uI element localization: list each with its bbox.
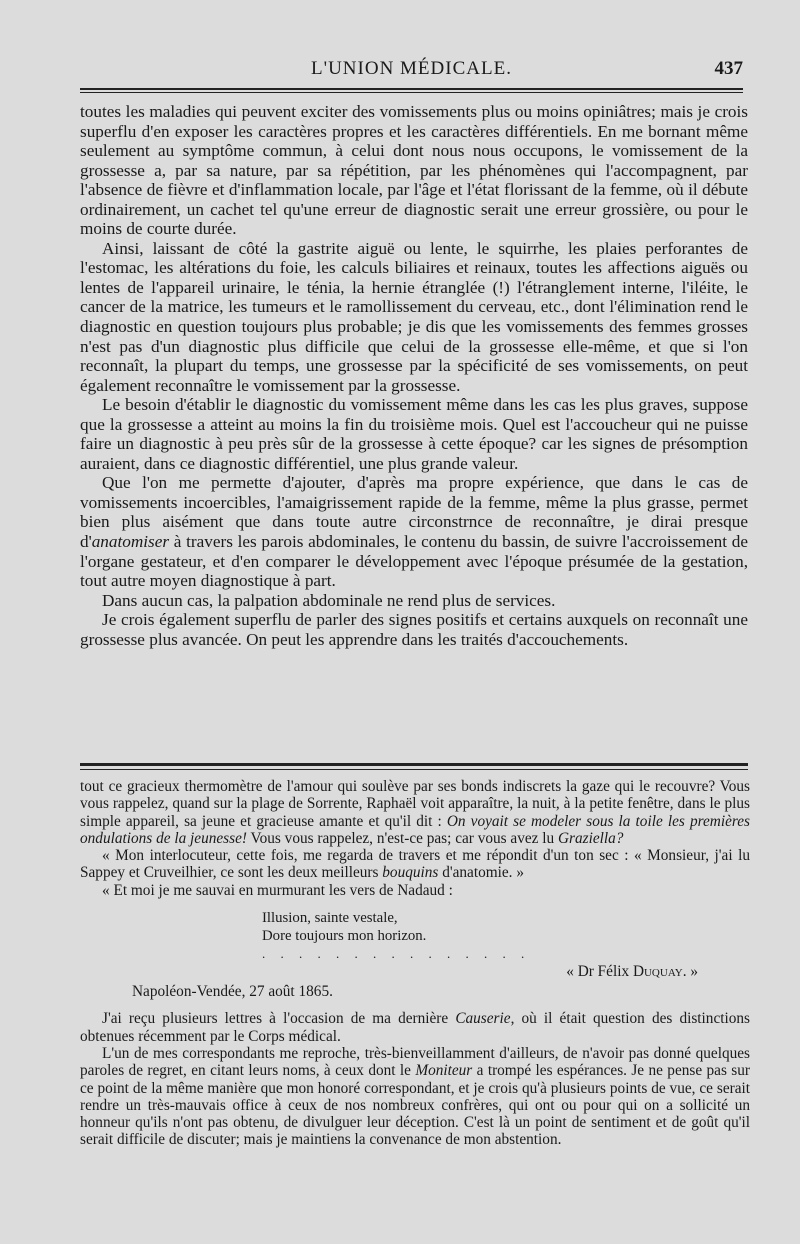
verse-line-2: Dore toujours mon horizon. <box>262 928 427 945</box>
feuilleton-p2-text-b: d'anatomie. » <box>438 864 524 882</box>
paragraph-4-text-b: à travers les parois abdominales, le contenu du bassin, de suivre l'accroissement de l'organe gestateur, et d'en comparer le développement avec l'époque présumée de la gestation, tout autre moyen diagnostique à part. <box>80 532 748 591</box>
paragraph-2: Ainsi, laissant de côté la gastrite aiguë ou lente, le squirrhe, les plaies perforantes de l'estomac, les altérations du foie, les calculs biliaires et reinaux, toutes les affections aiguës ou lentes de l'appareil urinaire, le ténia, la hernie étranglée (!) l'étranglement interne, l'iléite, le cancer de la matrice, les tumeurs et le ramollissement du cerveau, etc., dont l'élimination rend le diagnostic en question toujours plus probable; je dis que les vomissements des femmes grosses n'est pas d'un diagnostic plus difficile que celui de la grossesse elle-même, et que si l'on reconnaît, la plupart du temps, une grossesse par la spécificité de ses vomissements, on peut également reconnaître le vomissement par la grossesse. <box>80 238 748 395</box>
feuilleton-p4-italic: Causerie <box>455 1010 511 1028</box>
paragraph-6: Je crois également superflu de parler des signes positifs et certains auxquels on reconnaît une grossesse plus avancée. On peut les apprendre dans les traités d'accouchements. <box>80 610 748 649</box>
feuilleton-p1-italic-2: Graziella? <box>557 829 624 847</box>
feuilleton-section <box>80 778 750 1149</box>
feuilleton-paragraph-3: « Et moi je me sauvai en murmurant les vers de Nadaud : <box>102 881 453 899</box>
running-title: L'UNION MÉDICALE. <box>311 58 512 79</box>
paragraph-5: Dans aucun cas, la palpation abdominale ne rend plus de services. <box>102 590 556 610</box>
feuilleton-p4-text-a: J'ai reçu plusieurs lettres à l'occasion de ma dernière <box>102 1010 456 1028</box>
verse-quote <box>262 909 750 945</box>
feuilleton-p1-italic: On voyait se modeler sous la toile les premières ondulations de la jeunesse! <box>80 812 750 847</box>
page-header <box>80 58 743 84</box>
feuilleton-paragraph-1 <box>80 778 750 847</box>
feuilleton-p2-text-a: « Mon interlocuteur, cette fois, me regarda de travers et me répondit d'un ton sec : « Monsieur, j'ai lu Sappey et Cruveilhier, ce sont les deux meilleurs <box>80 847 750 882</box>
verse-line-1: Illusion, sainte vestale, <box>262 910 398 927</box>
page-number: 437 <box>714 58 743 79</box>
signature-suffix: . » <box>682 963 698 981</box>
feuilleton-p5-text-a: L'un de mes correspondants me reproche, très-bienveillamment d'ailleurs, de n'avoir pas donné quelques paroles de regret, en citant leurs noms, à ceux dont le <box>80 1044 750 1080</box>
feuilleton-paragraph-5 <box>80 1045 750 1149</box>
feuilleton-divider <box>80 763 748 770</box>
feuilleton-p1-text-a: tout ce gracieux thermomètre de l'amour qui soulève par ses bonds indiscrets la gaze qui le recouvre? Vous vous rappelez, quand sur la plage de Sorrente, Raphaël voit apparaître, la nuit, à la petite fenêtre, dans le plus simple appareil, sa jeune et gracieuse amante et qu'il dit : <box>80 778 750 830</box>
feuilleton-p5-text-b: a trompé les espérances. Je ne pense pas sur ce point de la même manière que mon honoré correspondant, et je crois qu'à plusieurs points de vue, ce serait rendre un très-mauvais office à ceux de nos nombreux confrères, qui ont ou pour qui on a sollicité un honneur qu'ils n'ont pas obtenu, de divulguer leur déception. C'est là un point de sentiment et de goût qu'il serait difficile de discuter; mais je maintiens la convenance de mon abstention. <box>80 1062 750 1149</box>
paragraph-4-italic: anatomiser <box>91 532 170 552</box>
feuilleton-p5-italic: Moniteur <box>415 1062 473 1080</box>
feuilleton-p2-italic: bouquins <box>382 864 439 882</box>
feuilleton-p1-text-b: Vous vous rappelez, n'est-ce pas; car vous avez lu <box>246 829 558 847</box>
signature-name: Duquay <box>632 963 683 981</box>
header-rule <box>80 88 743 93</box>
signature-prefix: « Dr Félix <box>566 963 633 981</box>
feuilleton-paragraph-2 <box>80 847 750 882</box>
feuilleton-paragraph-4 <box>80 1010 750 1045</box>
paragraph-3: Le besoin d'établir le diagnostic du vomissement même dans les cas les plus graves, suppose que la grossesse a atteint au moins la fin du troisième mois. Quel est l'accoucheur qui ne puisse faire un diagnostic à peu près sûr de la grossesse à cette époque? car les signes de présomption auraient, dans ce diagnostic différentiel, une plus grande valeur. <box>80 395 748 473</box>
feuilleton-p4-text-b: , où il était question des distinctions obtenues récemment par le Corps médical. <box>80 1010 750 1045</box>
author-signature <box>80 963 698 981</box>
paragraph-4-text-a: Que l'on me permette d'ajouter, d'après ma propre expérience, que dans le cas de vomissements incoercibles, l'amaigrissement rapide de la femme, même la plus grasse, permet bien plus aisément que dans toute autre circonstrnce de reconnaître, je dirai presque d' <box>80 473 748 552</box>
paragraph-1: toutes les maladies qui peuvent exciter des vomissements plus ou moins opiniâtres; mais je crois superflu d'en exposer les caractères propres et les caractères différentiels. En me bornant même seulement au symptôme commun, à celui dont nous nous occupons, le vomissement de la grossesse a, par sa nature, par sa répétition, par les phénomènes qui l'accompagnent, par l'absence de fièvre et d'inflammation locale, par l'âge et l'état florissant de la femme, où il débute ordinairement, un cachet tel qu'une erreur de diagnostic serait une erreur grossière, ou pour le moins de courte durée. <box>80 102 748 239</box>
paragraph-4 <box>80 473 748 590</box>
verse-ellipsis: . . . . . . . . . . . . . . . <box>262 946 531 962</box>
dateline: Napoléon-Vendée, 27 août 1865. <box>132 983 333 1001</box>
main-article <box>80 102 748 649</box>
